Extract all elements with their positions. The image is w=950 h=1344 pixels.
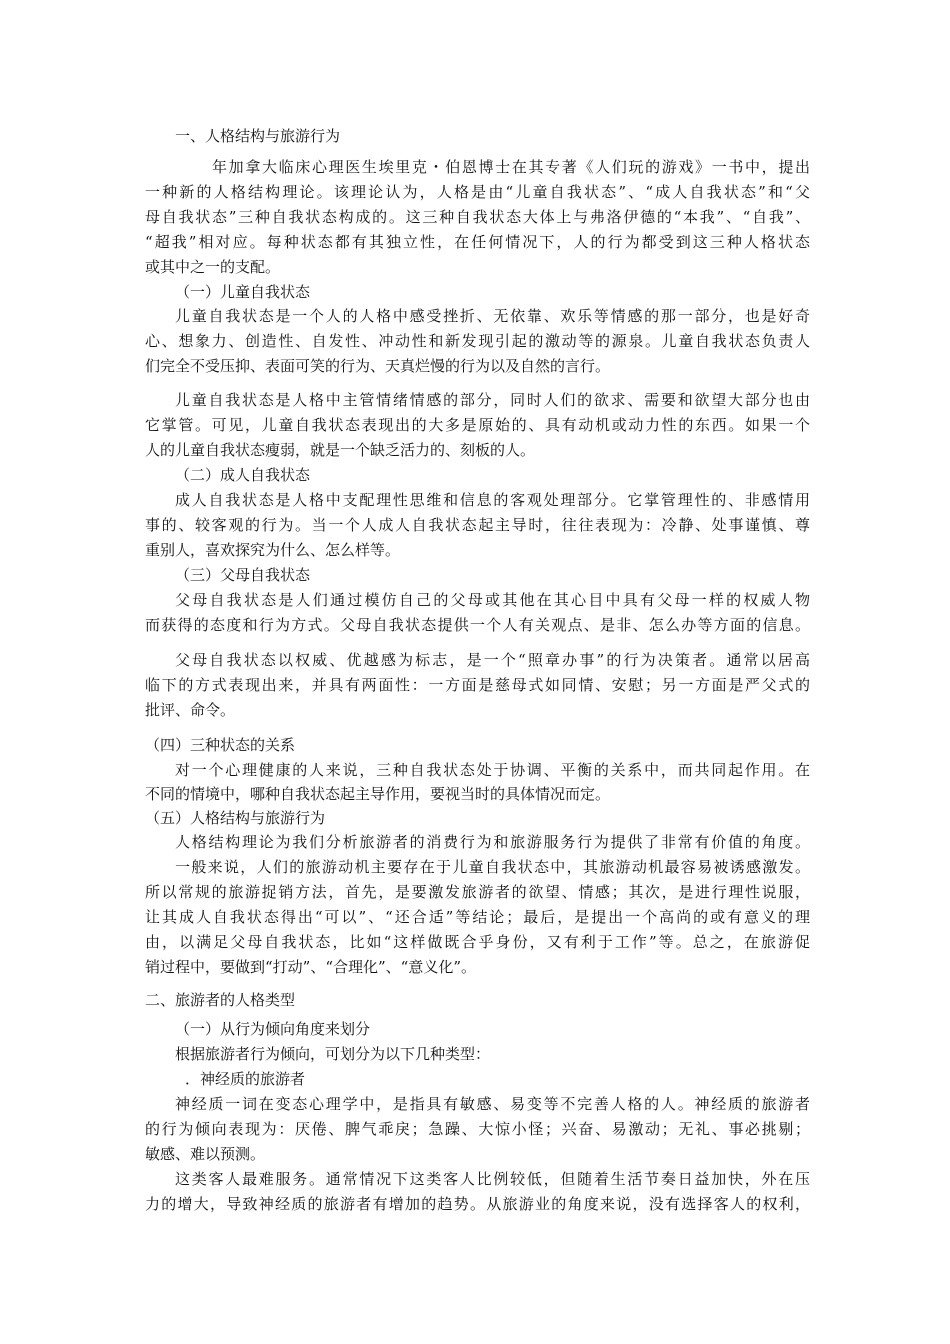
paragraph-line: 力的增大，导致神经质的旅游者有增加的趋势。从旅游业的角度来说，没有选择客人的权利， bbox=[145, 1195, 810, 1213]
subsection-heading: （二）成人自我状态 bbox=[175, 466, 311, 484]
subsection-heading: （一）从行为倾向角度来划分 bbox=[175, 1020, 371, 1038]
paragraph-line: 的行为倾向表现为：厌倦、脾气乖戾；急躁、大惊小怪；兴奋、易激动；无礼、事必挑剔； bbox=[145, 1120, 810, 1138]
paragraph-line: 对一个心理健康的人来说，三种自我状态处于协调、平衡的关系中，而共同起作用。在 bbox=[175, 761, 810, 779]
subsection-heading: （四）三种状态的关系 bbox=[145, 736, 296, 754]
paragraph-line: 而获得的态度和行为方式。父母自我状态提供一个人有关观点、是非、怎么办等方面的信息。 bbox=[145, 616, 810, 634]
paragraph-line: 根据旅游者行为倾向，可划分为以下几种类型： bbox=[175, 1045, 491, 1063]
paragraph-line: 儿童自我状态是一个人的人格中感受挫折、无依靠、欢乐等情感的那一部分，也是好奇 bbox=[175, 307, 810, 325]
paragraph-line: 一种新的人格结构理论。该理论认为，人格是由“儿童自我状态”、“成人自我状态”和“父 bbox=[145, 183, 810, 201]
subsection-heading: （五）人格结构与旅游行为 bbox=[145, 809, 326, 827]
section-heading: 二、旅游者的人格类型 bbox=[145, 991, 296, 1009]
paragraph-line: 或其中之一的支配。 bbox=[145, 258, 281, 276]
paragraph-line: 所以常规的旅游捉销方法，首先，是要激发旅游者的欲望、情感；其次，是进行理性说服， bbox=[145, 883, 810, 901]
paragraph-line: 儿童自我状态是人格中主管情绪情感的部分，同时人们的欲求、需要和欲望大部分也由 bbox=[175, 391, 810, 409]
paragraph-line: 批评、命令。 bbox=[145, 701, 236, 719]
paragraph-line: 由，以满足父母自我状态，比如“这样做既合乎身份，又有利于工作”等。总之，在旅游促 bbox=[145, 933, 810, 951]
subsection-heading: （三）父母自我状态 bbox=[175, 566, 311, 584]
section-heading: 一、人格结构与旅游行为 bbox=[175, 127, 341, 145]
paragraph-line: 让其成人自我状态得出“可以”、“还合适”等结论；最后，是提出一个高尚的或有意义的理 bbox=[145, 908, 810, 926]
paragraph-line: 成人自我状态是人格中支配理性思维和信息的客观处理部分。它掌管理性的、非感情用 bbox=[175, 491, 810, 509]
paragraph-line: “超我”相对应。每种状态都有其独立性，在任何情况下，人的行为都受到这三种人格状态 bbox=[145, 233, 810, 251]
paragraph-line: 心、想象力、创造性、自发性、冲动性和新发现引起的激动等的源泉。儿童自我状态负责人 bbox=[145, 332, 810, 350]
paragraph-line: 一般来说，人们的旅游动机主要存在于儿童自我状态中，其旅游动机最容易被诱感激发。 bbox=[175, 858, 810, 876]
paragraph-line: 重别人，喜欢探究为什么、怎么样等。 bbox=[145, 541, 401, 559]
paragraph-line: 不同的情境中，哪种自我状态起主导作用，要视当时的具体情况而定。 bbox=[145, 785, 611, 803]
paragraph-line: 母自我状态”三种自我状态构成的。这三种自我状态大体上与弗洛伊德的“本我”、“自我”、 bbox=[145, 208, 810, 226]
paragraph-line: 它掌管。可见，儿童自我状态表现出的大多是原始的、具有动机或动力性的东西。如果一个 bbox=[145, 416, 810, 434]
subsection-heading: （一）儿童自我状态 bbox=[175, 283, 311, 301]
paragraph-line: 神经质一词在变态心理学中，是指具有敏感、易变等不完善人格的人。神经质的旅游者 bbox=[175, 1095, 810, 1113]
paragraph-line: 父母自我状态以权威、优越感为标志，是一个“照章办事”的行为决策者。通常以居高 bbox=[175, 651, 810, 669]
paragraph-line: 这类客人最难服务。通常情况下这类客人比例较低，但随着生活节奏日益加快，外在压 bbox=[175, 1170, 810, 1188]
paragraph-line: 敏感、难以预测。 bbox=[145, 1145, 266, 1163]
paragraph-line: 父母自我状态是人们通过模仿自己的父母或其他在其心目中具有父母一样的权威人物 bbox=[175, 591, 810, 609]
paragraph-line: 年加拿大临床心理医生埃里克・伯恩博士在其专著《人们玩的游戏》一书中，提出 bbox=[212, 158, 810, 176]
paragraph-line: 们完全不受压抑、表面可笑的行为、天真烂慢的行为以及自然的言行。 bbox=[145, 357, 611, 375]
paragraph-line: 临下的方式表现出来，并具有两面性：一方面是慈母式如同情、安慰；另一方面是严父式的 bbox=[145, 676, 810, 694]
paragraph-line: 人的儿童自我状态瘦弱，就是一个缺乏活力的、刻板的人。 bbox=[145, 441, 536, 459]
paragraph-line: 销过程中，要做到“打动”、“合理化”、“意义化”。 bbox=[145, 958, 477, 976]
list-item-heading: ．神经质的旅游者 bbox=[185, 1070, 306, 1088]
paragraph-line: 人格结构理论为我们分析旅游者的消费行为和旅游服务行为提供了非常有价值的角度。 bbox=[175, 833, 810, 851]
paragraph-line: 事的、较客观的行为。当一个人成人自我状态起主导时，往往表现为：冷静、处事谨慎、尊 bbox=[145, 516, 810, 534]
